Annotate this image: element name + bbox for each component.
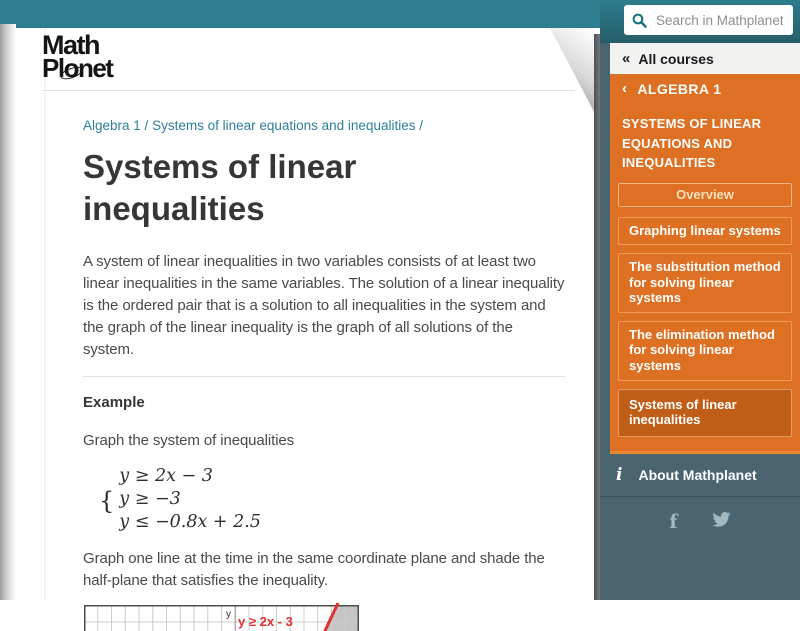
search-band: [600, 0, 800, 43]
inequality-system: [99, 465, 565, 534]
header-divider: [42, 90, 575, 91]
chevron-left-icon: ‹: [622, 80, 628, 97]
double-chevron-left-icon: «: [622, 50, 631, 67]
breadcrumb-link-section[interactable]: Systems of linear equations and inequalities: [152, 118, 416, 133]
logo-line1: Math: [42, 30, 99, 60]
article: [83, 118, 565, 631]
course-header[interactable]: [610, 74, 800, 103]
y-axis-label: y: [226, 609, 231, 620]
grid-lines: [84, 605, 359, 631]
overview-button[interactable]: Overview: [618, 183, 792, 207]
page-stack-edge: [0, 24, 16, 600]
intro-paragraph: A system of linear inequalities in two variables consists of at least two linear inequalities in the same variables. The solution of a linear inequality is the ordered pair that is a solution to all inequalities in the system and the graph of the linear inequality is the graph of all solutions of the system.: [83, 253, 565, 358]
example-heading: Example: [83, 394, 145, 411]
line-equation-label: y ≥ 2x - 3: [238, 614, 293, 629]
step-paragraph: Graph one line at the time in the same coordinate plane and shade the half-plane that satisfies the inequality.: [83, 550, 545, 589]
breadcrumb: Algebra 1 / Systems of linear equations and inequalities /: [83, 118, 423, 133]
course-title: ALGEBRA 1: [637, 80, 722, 97]
all-courses-label: All courses: [638, 50, 714, 67]
search-box[interactable]: [624, 5, 793, 35]
planet-icon: o: [63, 53, 78, 84]
breadcrumb-link-course[interactable]: Algebra 1: [83, 118, 141, 133]
course-nav-panel: [610, 74, 800, 454]
all-courses-link[interactable]: [610, 43, 800, 74]
inequality-line-2: y ≥ −3: [119, 489, 181, 509]
example-intro: Graph the system of inequalities: [83, 432, 295, 449]
info-icon: i: [616, 464, 623, 485]
social-links: [600, 497, 800, 533]
inequality-line-3: y ≤ −0.8x + 2.5: [119, 512, 261, 532]
twitter-icon[interactable]: [712, 511, 731, 528]
coordinate-graph: [84, 605, 359, 631]
sidebar: [600, 0, 800, 600]
section-divider: [83, 376, 565, 377]
graph-image: [84, 605, 565, 631]
sidebar-item-systems-of-linear-inequalities[interactable]: Systems of linear inequalities: [618, 389, 792, 437]
about-mathplanet-link[interactable]: [600, 454, 800, 497]
search-input[interactable]: [654, 12, 785, 29]
about-label: About Mathplanet: [638, 466, 757, 483]
mathplanet-logo[interactable]: [42, 30, 113, 84]
page-edge-highlight: [44, 28, 46, 600]
logo-line2: Plonet: [42, 53, 113, 84]
facebook-icon[interactable]: f: [669, 510, 678, 533]
chapter-title: SYSTEMS OF LINEAR EQUATIONS AND INEQUALITIES: [622, 116, 762, 170]
search-icon: [632, 13, 647, 28]
inequality-line-1: y ≥ 2x − 3: [119, 466, 213, 486]
system-brace: {: [99, 486, 115, 515]
sidebar-item-substitution-method[interactable]: The substitution method for solving linear systems: [618, 253, 792, 313]
sidebar-item-elimination-method[interactable]: The elimination method for solving linear systems: [618, 321, 792, 381]
sidebar-item-graphing-linear-systems[interactable]: Graphing linear systems: [618, 217, 792, 246]
content-page: [16, 28, 601, 629]
page-title: Systems of linear inequalities: [83, 148, 357, 227]
